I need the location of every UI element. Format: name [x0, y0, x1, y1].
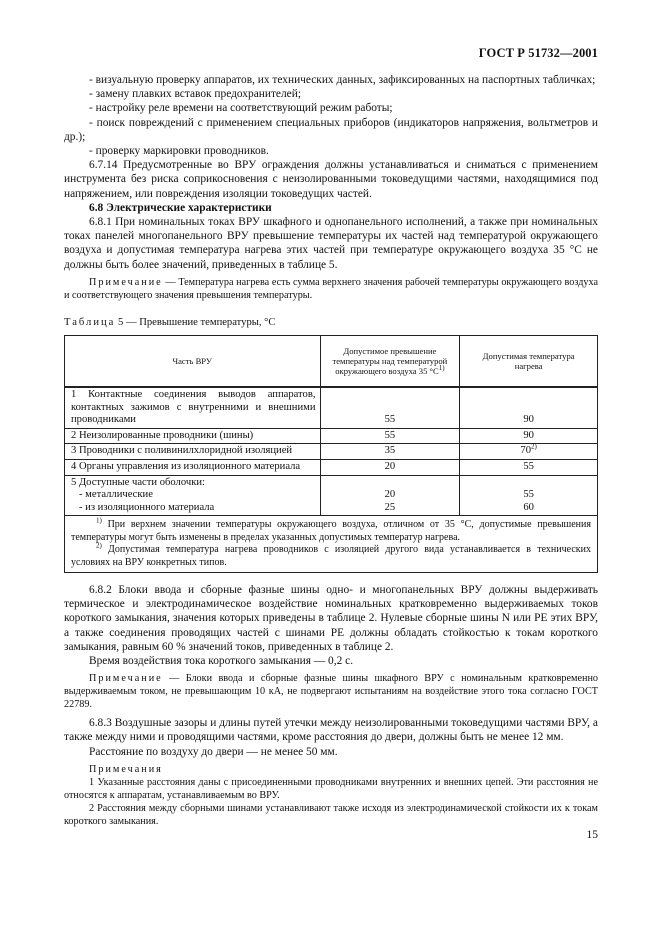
- note-distances-2: 2 Расстояния между сборными шинами устанавливают также исходя из электродинамической стойкости их к токам короткого замыкания.: [64, 802, 598, 827]
- paragraph-air-distance: Расстояние по воздуху до двери — не менее 50 мм.: [89, 745, 338, 758]
- cell-part: 1 Контактные соединения выводов аппаратов, контактных зажимов с внутренними и внешними проводниками: [65, 387, 321, 428]
- table-row: [65, 444, 598, 460]
- table-caption-text: 5 — Превышение температуры, °С: [115, 316, 276, 328]
- paragraph-short-circuit-time: Время воздействия тока короткого замыкания — 0,2 с.: [89, 655, 354, 668]
- document-body: [64, 73, 598, 828]
- note-temperature: [64, 276, 598, 302]
- paragraph-6-8-3: 6.8.3 Воздушные зазоры и длины путей утечки между неизолированными токоведущими частями ВРУ, а также между ними и проводящими частями, кроме расстояния до двери, должны быть не менее 12 мм.: [64, 717, 598, 744]
- cell-rise: 55: [320, 428, 460, 444]
- table-5-caption: [64, 316, 598, 330]
- cell-rise: 35: [320, 444, 460, 460]
- list-item: - визуальную проверку аппаратов, их технических данных, зафиксированных на паспортных табличках;: [89, 74, 596, 86]
- table-row: [65, 387, 598, 428]
- cell-temperature: 90: [460, 428, 598, 444]
- paragraph-6-8-1: 6.8.1 При номинальных токах ВРУ шкафного и однопанельного исполнений, а также при номинальных токах панелей многопанельного ВРУ превышение температуры их частей над температурой окружающего воздуха и допустимая температура нагрева этих частей при температуре окружающего воздуха 35 °С не должны быть более значений, приведенных в таблице 5.: [64, 216, 598, 271]
- table-footnote-2: $^{2)}$ Допустимая температура нагрева проводников с изоляцией другого вида устанавливается в технических условиях на ВРУ конкретных типов.: [71, 541, 591, 568]
- cell-rise: 20 25: [320, 475, 460, 516]
- column-header-rise: Допустимое превышение температуры над температурой окружающего воздуха 35 $^\circ С^{1)}$: [320, 336, 460, 388]
- note-text: — Блоки ввода и сборные фазные шины шкафного ВРУ с номинальным кратковременно выдерживаемым током, не превышающим 10 кА, не подвергают испытаниям на воздействие этого тока согласно ГОСТ 22789.: [64, 673, 598, 711]
- cell-temperature: 55 60: [460, 475, 598, 516]
- list-item: - поиск повреждений с применением специальных приборов (индикаторов напряжения, вольтметров и др.);: [64, 116, 598, 143]
- paragraph-6-8-2: 6.8.2 Блоки ввода и сборные фазные шины одно- и многопанельных ВРУ должны выдерживать термическое и электродинамическое воздействие номинальных кратковременно выдерживаемых токов короткого замыкания, значения которых приведены в таблице 2. Нулевые сборные шины N или PE этих ВРУ, а также соединения проводящих частей с шинами PE должны обладать стойкостью к токам короткого замыкания, равным 60 % значений токов, приведенных в таблице 2.: [64, 584, 598, 653]
- table-caption-label: Таблица: [64, 316, 116, 328]
- note-label: Примечание: [89, 673, 163, 685]
- document-id-header: ГОСТ Р 51732—2001: [478, 46, 598, 60]
- table-5: [64, 335, 598, 573]
- cell-temperature: 90: [460, 387, 598, 428]
- table-row: [65, 428, 598, 444]
- table-row: [65, 460, 598, 476]
- table-footnote-cell: [65, 516, 598, 573]
- footnote-ref: 1): [438, 364, 445, 373]
- paragraph-6-7-14: 6.7.14 Предусмотренные во ВРУ ограждения должны устанавливаться и сниматься с применением инструмента без риска соприкосновения с неизолированными токоведущими частями, находящимися под напряжением, или повреждения изоляции токоведущих частей.: [64, 159, 598, 200]
- section-heading-6-8: 6.8 Электрические характеристики: [89, 201, 272, 214]
- footnote-ref: 2): [531, 442, 537, 451]
- list-item: - настройку реле времени на соответствующий режим работы;: [89, 102, 393, 115]
- cell-part: 3 Проводники с поливинилхлоридной изоляцией: [65, 444, 321, 460]
- page-number: 15: [586, 829, 598, 841]
- note-distances-1: 1 Указанные расстояния даны с присоединенными проводниками внутренних и внешних цепей. Эти расстояния не относятся к аппаратам, устанавливаемым во ВРУ.: [64, 776, 598, 801]
- table-header-row: [65, 336, 598, 388]
- table-footnote-1: $^{1)}$ При верхнем значении температуры окружающего воздуха, отличном от 35 °С, допустимые превышения температуры могут быть изменены в пределах указанных допустимых температур нагрева.: [71, 517, 591, 543]
- cell-temperature: 55: [460, 460, 598, 476]
- column-header-temperature: Допустимая температура нагрева: [460, 336, 598, 388]
- list-item: - замену плавких вставок предохранителей;: [89, 88, 301, 101]
- cell-temperature: 70$^{2)}$: [460, 444, 598, 460]
- note-label: Примечание: [89, 276, 163, 288]
- table-row: [65, 475, 598, 516]
- note-input-blocks: [64, 672, 598, 711]
- cell-part: 2 Неизолированные проводники (шины): [65, 428, 321, 444]
- notes-label: Примечания: [89, 763, 163, 775]
- cell-part: 4 Органы управления из изоляционного материала: [65, 460, 321, 476]
- cell-rise: 55: [320, 387, 460, 428]
- cell-part: 5 Доступные части оболочки: - металлические - из изоляционного материала: [65, 475, 321, 516]
- list-item: - проверку маркировки проводников.: [89, 145, 269, 158]
- note-text: — Температура нагрева есть сумма верхнего значения рабочей температуры окружающего воздуха и соответствующего значения превышения температуры.: [64, 276, 598, 301]
- column-header-part: Часть ВРУ: [65, 336, 321, 388]
- cell-rise: 20: [320, 460, 460, 476]
- table-footnotes: [65, 516, 598, 573]
